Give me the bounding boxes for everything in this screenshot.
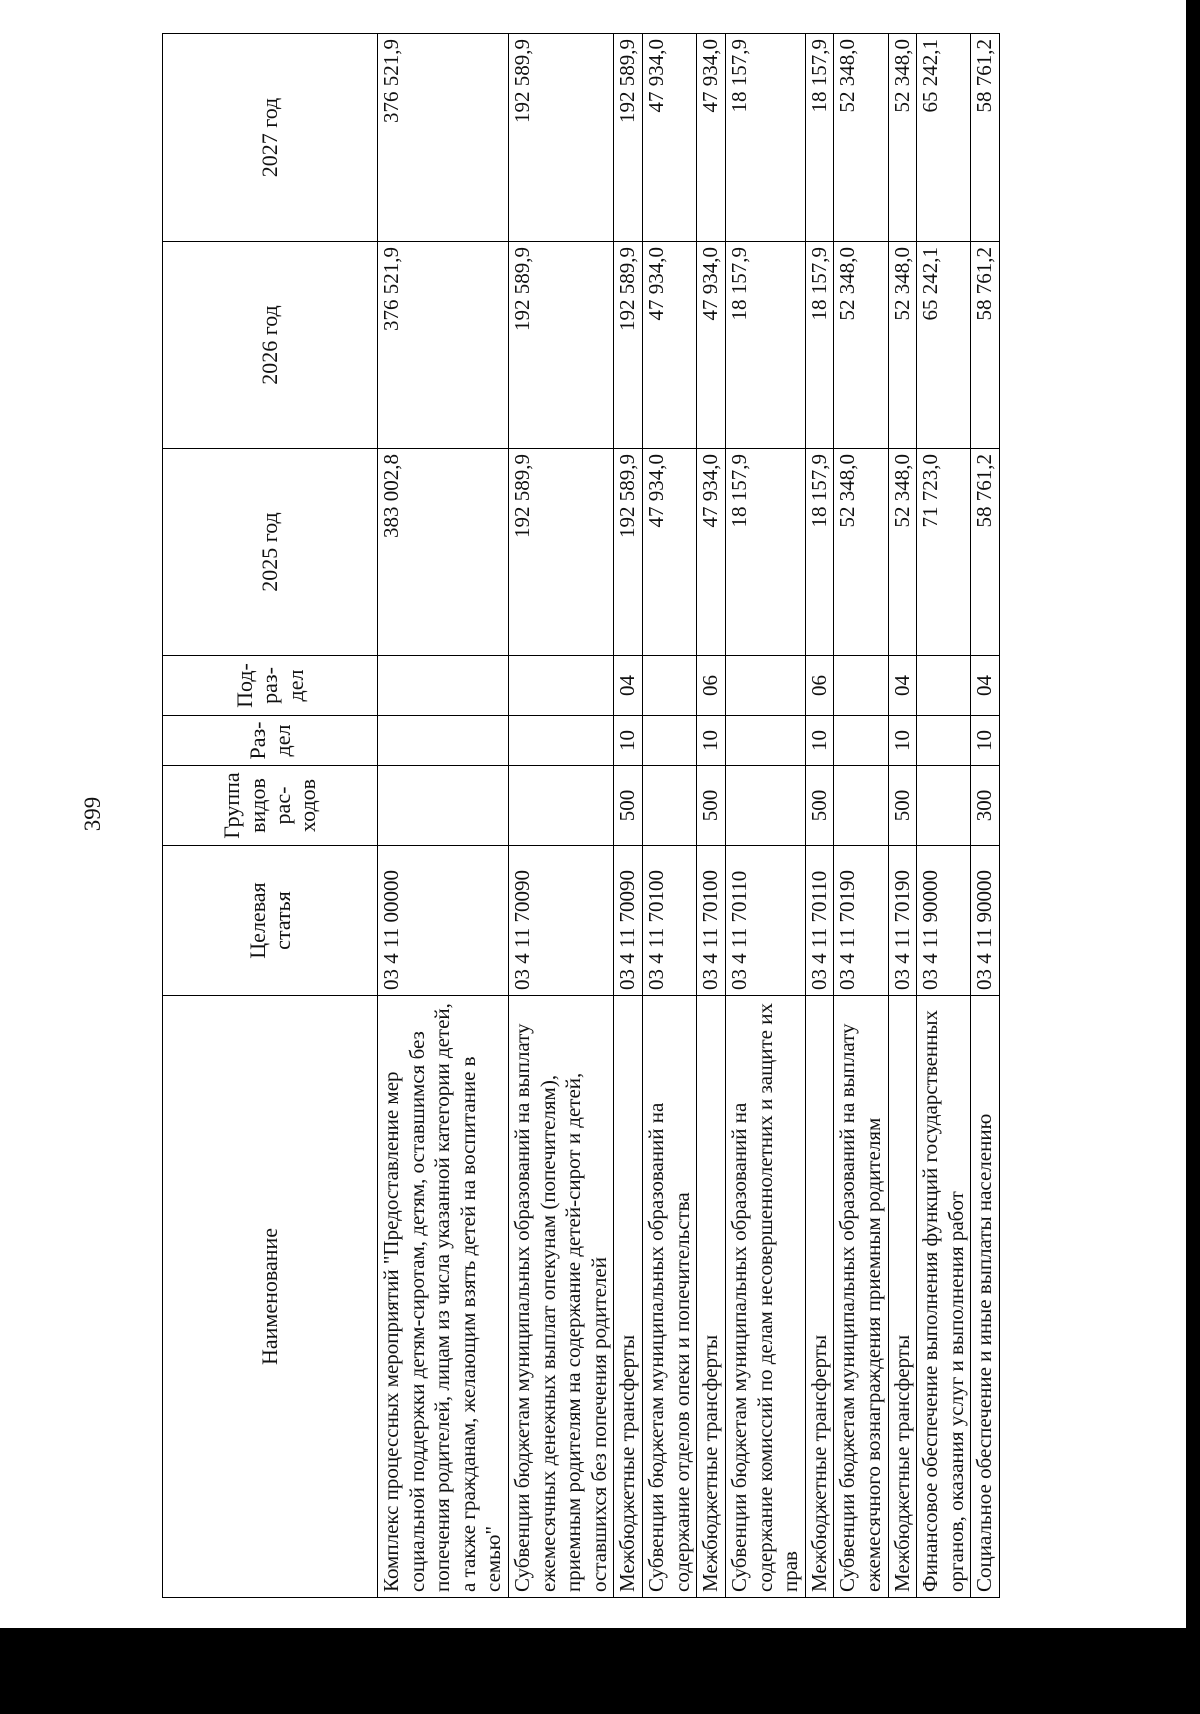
budget-table	[162, 33, 1000, 1598]
cell-y2027: 52 348,0	[834, 34, 888, 242]
cell-target: 03 4 11 70090	[509, 846, 614, 996]
cell-y2027: 47 934,0	[643, 34, 697, 242]
cell-y2027: 18 157,9	[805, 34, 834, 242]
cell-y2027: 192 589,9	[614, 34, 643, 242]
cell-y2025: 71 723,0	[917, 449, 971, 656]
page-number: 399	[80, 796, 105, 832]
table-body	[378, 34, 1000, 1598]
cell-target: 03 4 11 90000	[917, 846, 971, 996]
header-section: Раз-дел	[163, 716, 378, 766]
cell-y2026: 47 934,0	[643, 242, 697, 449]
scan-border-bottom	[0, 1628, 1200, 1714]
cell-target: 03 4 11 70190	[888, 846, 917, 996]
cell-y2026: 58 761,2	[971, 242, 1000, 449]
cell-subsection: 04	[614, 656, 643, 716]
header-2025: 2025 год	[163, 449, 378, 656]
cell-y2025: 383 002,8	[378, 449, 509, 656]
cell-section: 10	[697, 716, 726, 766]
cell-name: Комплекс процессных мероприятий "Предоставление мер социальной поддержки детям-сиротам, детям, оставшимся без попечения родителей, лицам из числа указанной категории детей, а также гражданам, желающим взять детей на воспитание в семью"	[378, 996, 509, 1598]
cell-subsection	[725, 656, 805, 716]
table-row	[917, 34, 971, 1598]
cell-y2025: 47 934,0	[697, 449, 726, 656]
cell-y2027: 52 348,0	[888, 34, 917, 242]
cell-y2027: 47 934,0	[697, 34, 726, 242]
cell-section	[378, 716, 509, 766]
cell-y2026: 192 589,9	[509, 242, 614, 449]
cell-section	[509, 716, 614, 766]
cell-group	[834, 766, 888, 846]
cell-section	[643, 716, 697, 766]
cell-y2026: 376 521,9	[378, 242, 509, 449]
cell-group: 500	[614, 766, 643, 846]
cell-y2026: 52 348,0	[888, 242, 917, 449]
header-name: Наименование	[163, 996, 378, 1598]
cell-group: 300	[971, 766, 1000, 846]
cell-y2025: 58 761,2	[971, 449, 1000, 656]
table-row	[697, 34, 726, 1598]
cell-y2025: 52 348,0	[834, 449, 888, 656]
cell-y2025: 47 934,0	[643, 449, 697, 656]
header-subsection: Под-раз-дел	[163, 656, 378, 716]
cell-name: Социальное обеспечение и иные выплаты населению	[971, 996, 1000, 1598]
cell-y2025: 192 589,9	[614, 449, 643, 656]
cell-group	[917, 766, 971, 846]
table-row	[725, 34, 805, 1598]
table-row	[643, 34, 697, 1598]
cell-name: Межбюджетные трансферты	[697, 996, 726, 1598]
cell-group	[378, 766, 509, 846]
cell-section: 10	[888, 716, 917, 766]
header-2026: 2026 год	[163, 242, 378, 449]
cell-section: 10	[614, 716, 643, 766]
cell-subsection	[643, 656, 697, 716]
cell-y2026: 47 934,0	[697, 242, 726, 449]
cell-subsection: 06	[697, 656, 726, 716]
cell-group	[725, 766, 805, 846]
cell-subsection: 04	[971, 656, 1000, 716]
table-row	[805, 34, 834, 1598]
cell-y2027: 65 242,1	[917, 34, 971, 242]
cell-target: 03 4 11 70190	[834, 846, 888, 996]
cell-target: 03 4 11 90000	[971, 846, 1000, 996]
cell-y2027: 192 589,9	[509, 34, 614, 242]
cell-name: Субвенции бюджетам муниципальных образований на выплату ежемесячных денежных выплат опекунам (попечителям), приемным родителям на содержание детей-сирот и детей, оставшихся без попечения родителей	[509, 996, 614, 1598]
cell-subsection	[917, 656, 971, 716]
cell-group	[643, 766, 697, 846]
cell-y2026: 65 242,1	[917, 242, 971, 449]
cell-y2025: 192 589,9	[509, 449, 614, 656]
header-target: Целевая статья	[163, 846, 378, 996]
header-row	[163, 34, 378, 1598]
cell-group	[509, 766, 614, 846]
cell-subsection: 06	[805, 656, 834, 716]
cell-section	[834, 716, 888, 766]
scan-border-left	[0, 1628, 6, 1714]
cell-target: 03 4 11 00000	[378, 846, 509, 996]
cell-y2027: 18 157,9	[725, 34, 805, 242]
cell-target: 03 4 11 70110	[805, 846, 834, 996]
cell-y2027: 58 761,2	[971, 34, 1000, 242]
cell-section: 10	[971, 716, 1000, 766]
cell-name: Субвенции бюджетам муниципальных образований на содержание отделов опеки и попечительства	[643, 996, 697, 1598]
cell-subsection	[834, 656, 888, 716]
header-group: Группа видов рас-ходов	[163, 766, 378, 846]
table-row	[834, 34, 888, 1598]
cell-subsection	[378, 656, 509, 716]
cell-y2026: 192 589,9	[614, 242, 643, 449]
cell-target: 03 4 11 70100	[643, 846, 697, 996]
table-row	[614, 34, 643, 1598]
cell-y2026: 52 348,0	[834, 242, 888, 449]
cell-section	[917, 716, 971, 766]
cell-name: Субвенции бюджетам муниципальных образований на выплату ежемесячного вознаграждения приемным родителям	[834, 996, 888, 1598]
cell-section: 10	[805, 716, 834, 766]
cell-y2026: 18 157,9	[805, 242, 834, 449]
cell-y2025: 52 348,0	[888, 449, 917, 656]
cell-group: 500	[888, 766, 917, 846]
cell-target: 03 4 11 70090	[614, 846, 643, 996]
table-row	[888, 34, 917, 1598]
cell-group: 500	[805, 766, 834, 846]
cell-section	[725, 716, 805, 766]
table-row	[378, 34, 509, 1598]
table-row	[509, 34, 614, 1598]
header-2027: 2027 год	[163, 34, 378, 242]
cell-target: 03 4 11 70110	[725, 846, 805, 996]
cell-name: Межбюджетные трансферты	[614, 996, 643, 1598]
cell-y2025: 18 157,9	[725, 449, 805, 656]
cell-y2027: 376 521,9	[378, 34, 509, 242]
cell-target: 03 4 11 70100	[697, 846, 726, 996]
cell-y2025: 18 157,9	[805, 449, 834, 656]
table-row	[971, 34, 1000, 1598]
cell-subsection: 04	[888, 656, 917, 716]
cell-name: Субвенции бюджетам муниципальных образований на содержание комиссий по делам несовершеннолетних и защите их прав	[725, 996, 805, 1598]
cell-name: Межбюджетные трансферты	[805, 996, 834, 1598]
cell-name: Межбюджетные трансферты	[888, 996, 917, 1598]
cell-group: 500	[697, 766, 726, 846]
cell-subsection	[509, 656, 614, 716]
cell-name: Финансовое обеспечение выполнения функций государственных органов, оказания услуг и выполнения работ	[917, 996, 971, 1598]
cell-y2026: 18 157,9	[725, 242, 805, 449]
